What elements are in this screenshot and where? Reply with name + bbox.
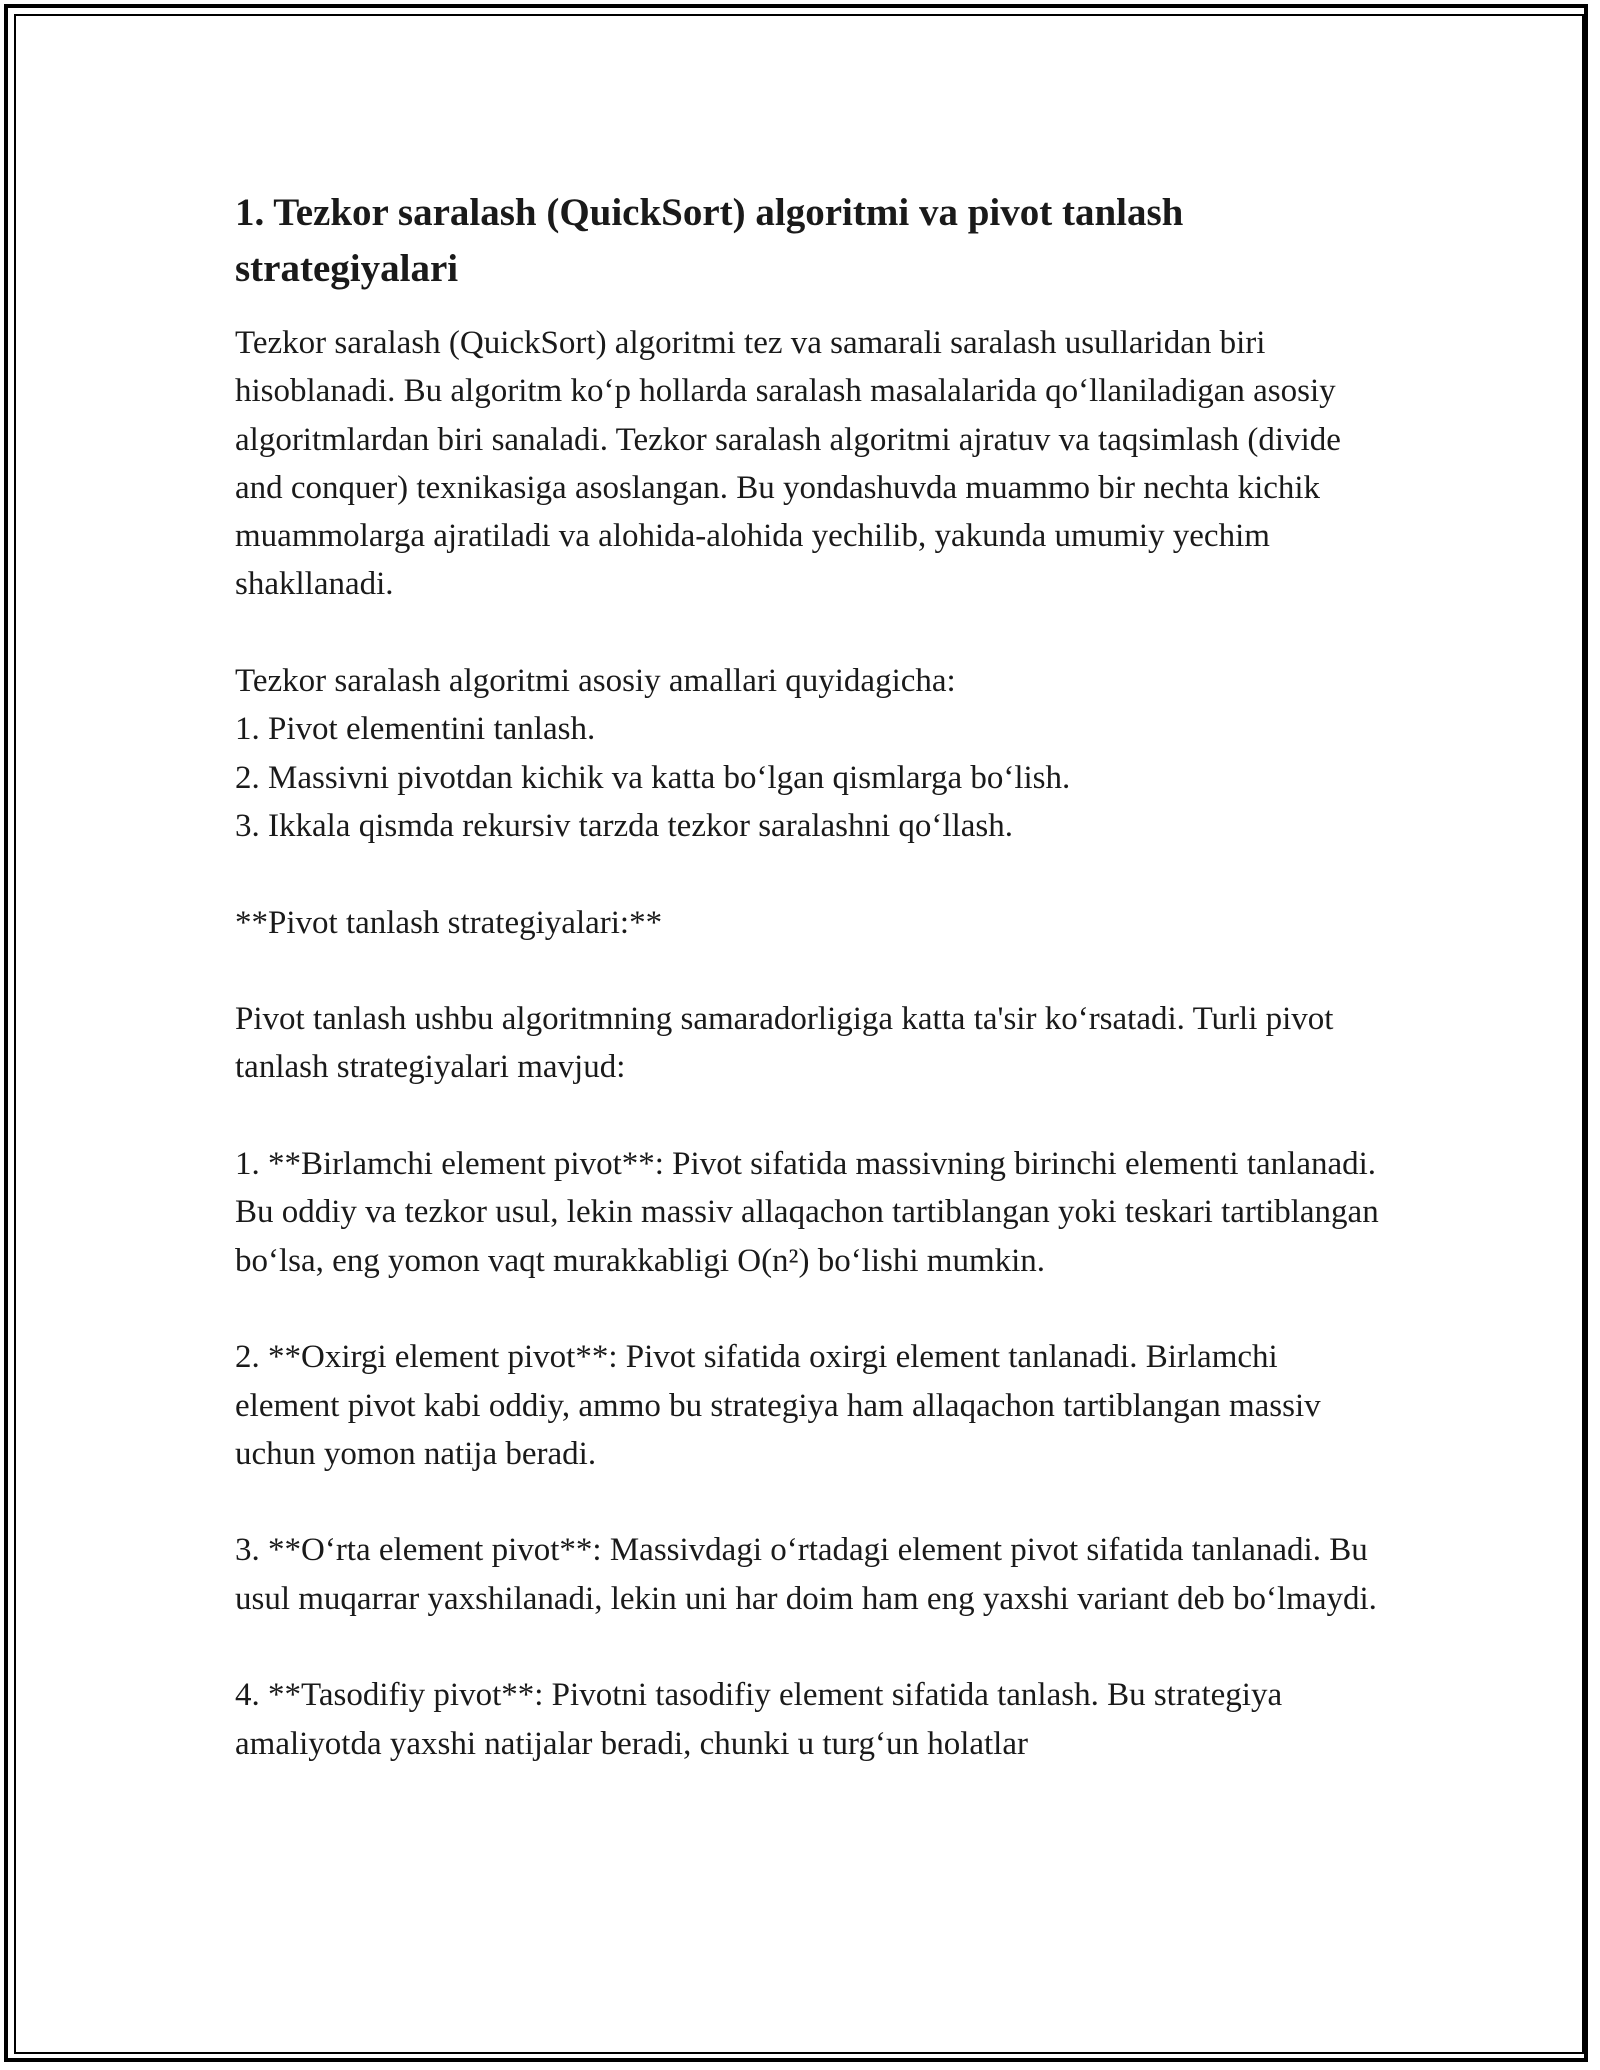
paragraph-random-pivot: 4. **Tasodifiy pivot**: Pivotni tasodifiy element sifatida tanlash. Bu strategiya amaliyotda yaxshi natijalar beradi, chunki u turg‘un holatlar xyxy=(235,1677,1291,1762)
paragraph-gap xyxy=(235,1478,1385,1526)
paragraph-gap xyxy=(235,1623,1385,1671)
paragraph-gap xyxy=(235,609,1385,657)
section-heading: 1. Tezkor saralash (QuickSort) algoritmi va pivot tanlash strategiyalari xyxy=(235,191,1184,290)
paragraph-gap xyxy=(235,947,1385,995)
paragraph-strategies-heading: **Pivot tanlash strategiyalari:** xyxy=(235,904,663,941)
paragraph-strategies-intro: Pivot tanlash ushbu algoritmning samaradorligiga katta ta'sir ko‘rsatadi. Turli pivot tanlash strategiyalari mavjud: xyxy=(235,1001,1342,1086)
paragraph-middle-element-pivot: 3. **O‘rta element pivot**: Massivdagi o‘rtadagi element pivot sifatida tanlanadi. Bu usul muqarrar yaxshilanadi, lekin uni har doim ham eng yaxshi variant deb bo‘lmaydi. xyxy=(235,1532,1377,1617)
paragraph-gap xyxy=(235,1285,1385,1333)
paragraph-intro: Tezkor saralash (QuickSort) algoritmi tez va samarali saralash usullaridan biri hisoblanadi. Bu algoritm ko‘p hollarda saralash masalalarida qo‘llaniladigan asosiy algoritmlardan biri sanaladi. Tezkor saralash algoritmi ajratuv va taqsimlash (divide and conquer) texnikasiga asoslangan. Bu yondashuvda muammo bir nechta kichik muammolarga ajratiladi va alohida-alohida yechilib, yakunda umumiy yechim shakllanadi. xyxy=(235,325,1350,603)
paragraph-gap xyxy=(235,850,1385,898)
paragraph-gap xyxy=(235,1092,1385,1140)
paragraph-first-element-pivot: 1. **Birlamchi element pivot**: Pivot sifatida massivning birinchi elementi tanlanadi. Bu oddiy va tezkor usul, lekin massiv allaqachon tartiblangan yoki teskari tartiblangan bo‘lsa, eng yomon vaqt murakkabligi O(n²) bo‘lishi mumkin. xyxy=(235,1146,1387,1279)
paragraph-last-element-pivot: 2. **Oxirgi element pivot**: Pivot sifatida oxirgi element tanlanadi. Birlamchi element pivot kabi oddiy, ammo bu strategiya ham allaqachon tartiblangan massiv uchun yomon natija beradi. xyxy=(235,1339,1329,1472)
paragraph-steps-list: Tezkor saralash algoritmi asosiy amallari quyidagicha: 1. Pivot elementini tanlash. 2. Massivni pivotdan kichik va katta bo‘lgan qismlarga bo‘lish. 3. Ikkala qismda rekursiv tarzda tezkor saralashni qo‘llash. xyxy=(235,663,1071,844)
document-body xyxy=(235,185,1385,1768)
